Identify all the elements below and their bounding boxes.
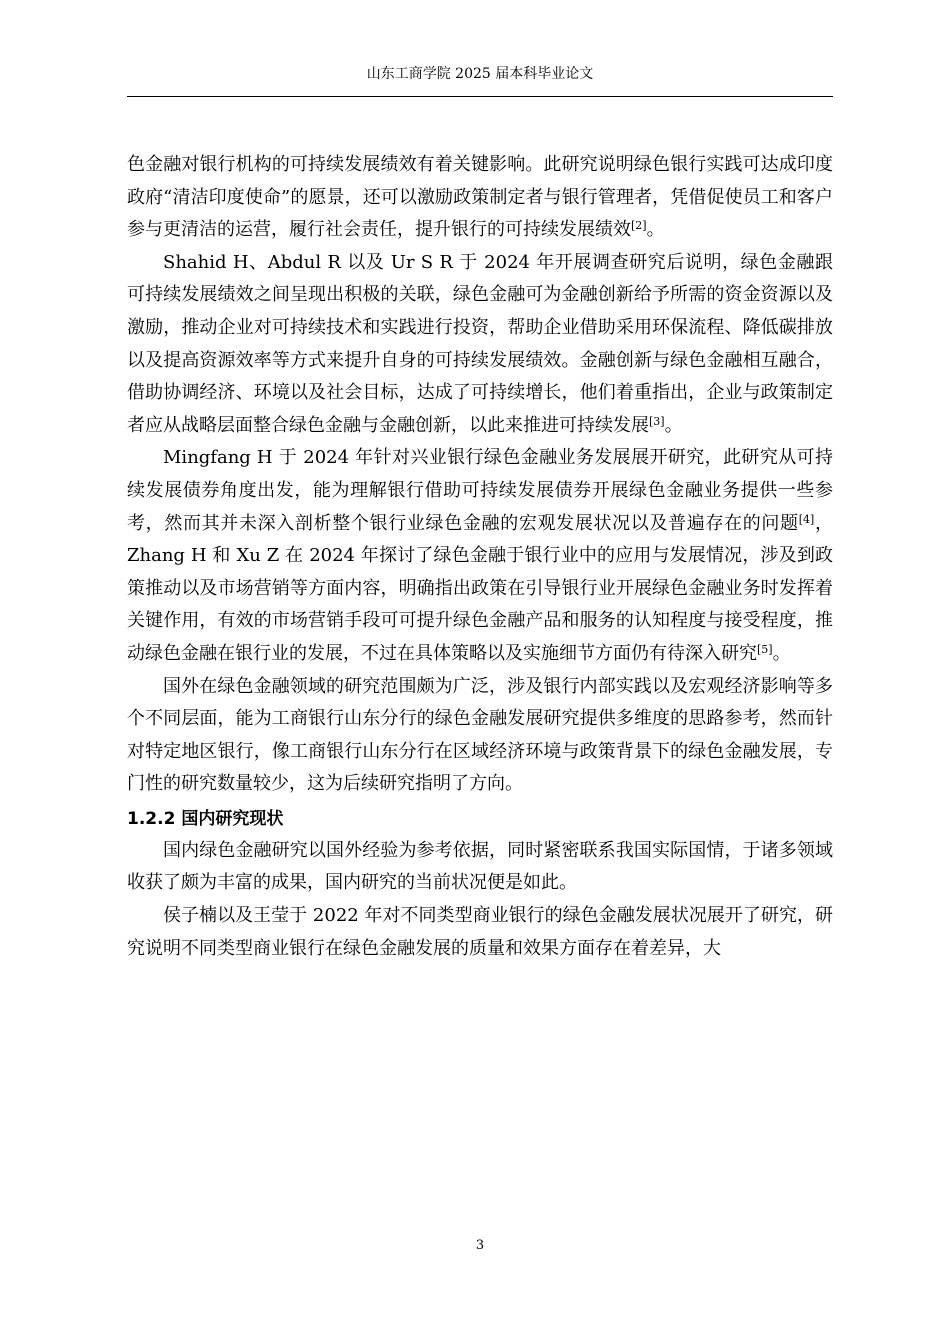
paragraph-text: Mingfang H 于 2024 年针对兴业银行绿色金融业务发展展开研究，此研究从可持续发展债券角度出发，能为理解银行借助可持续发展债券开展绿色金融业务提供一些参考，然而其并未深入剖析整个银行业绿色金融的宏观发展状况以及普遍存在的问题 [127,447,833,534]
document-body [127,149,833,965]
paragraph [127,247,833,443]
paragraph [127,442,833,670]
citation-ref: [2] [631,219,647,233]
citation-ref: [5] [757,642,773,656]
paragraph-text: Shahid H、Abdul R 以及 Ur S R 于 2024 年开展调查研究后说明，绿色金融跟可持续发展绩效之间呈现出积极的关联，绿色金融可为金融创新给予所需的资金资源以及激励，推动企业对可持续技术和实践进行投资，帮助企业借助采用环保流程、降低碳排放以及提高资源效率等方式来提升自身的可持续发展绩效。金融创新与绿色金融相互融合，借助协调经济、环境以及社会目标，达成了可持续增长，他们着重指出，企业与政策制定者应从战略层面整合绿色金融与金融创新，以此来推进可持续发展 [127,251,833,436]
paragraph: 国内绿色金融研究以国外经验为参考依据，同时紧密联系我国实际国情，于诸多领域收获了颇为丰富的成果，国内研究的当前状况便是如此。 [127,839,833,894]
paragraph-end: 。 [646,219,665,241]
section-heading: 1.2.2 国内研究现状 [127,808,284,829]
paragraph-continued [127,149,833,247]
paragraph-text: ，Zhang H 和 Xu Z 在 2024 年探讨了绿色金融于银行业中的应用与发展情况，涉及到政策推动以及市场营销等方面内容，明确指出政策在引导银行业开展绿色金融业务时发挥着关键作用，有效的市场营销手段可可提升绿色金融产品和服务的认知程度与接受程度，推动绿色金融在银行业的发展，不过在具体策略以及实施细节方面仍有待深入研究 [127,512,834,664]
paragraph: 侯子楠以及王莹于 2022 年对不同类型商业银行的绿色金融发展状况展开了研究，研究说明不同类型商业银行在绿色金融发展的质量和效果方面存在着差异，大 [127,905,833,959]
page-number: 3 [475,1238,485,1253]
citation-ref: [3] [649,414,665,428]
header-divider [127,96,833,97]
citation-ref: [4] [798,512,815,526]
paragraph-text: 色金融对银行机构的可持续发展绩效有着关键影响。此研究说明绿色银行实践可达成印度政府“清洁印度使命”的愿景，还可以激励政策制定者与银行管理者，凭借促使员工和客户参与更清洁的运营，履行社会责任，提升银行的可持续发展绩效 [127,154,833,241]
page-header: 山东工商学院 2025 届本科毕业论文 [366,66,594,82]
paragraph-end: 。 [664,414,683,436]
paragraph: 国外在绿色金融领域的研究范围颇为广泛，涉及银行内部实践以及宏观经济影响等多个不同层面，能为工商银行山东分行的绿色金融发展研究提供多维度的思路参考，然而针对特定地区银行，像工商银行山东分行在区域经济环境与政策背景下的绿色金融发展，专门性的研究数量较少，这为后续研究指明了方向。 [127,675,833,795]
paragraph-end: 。 [772,642,791,664]
